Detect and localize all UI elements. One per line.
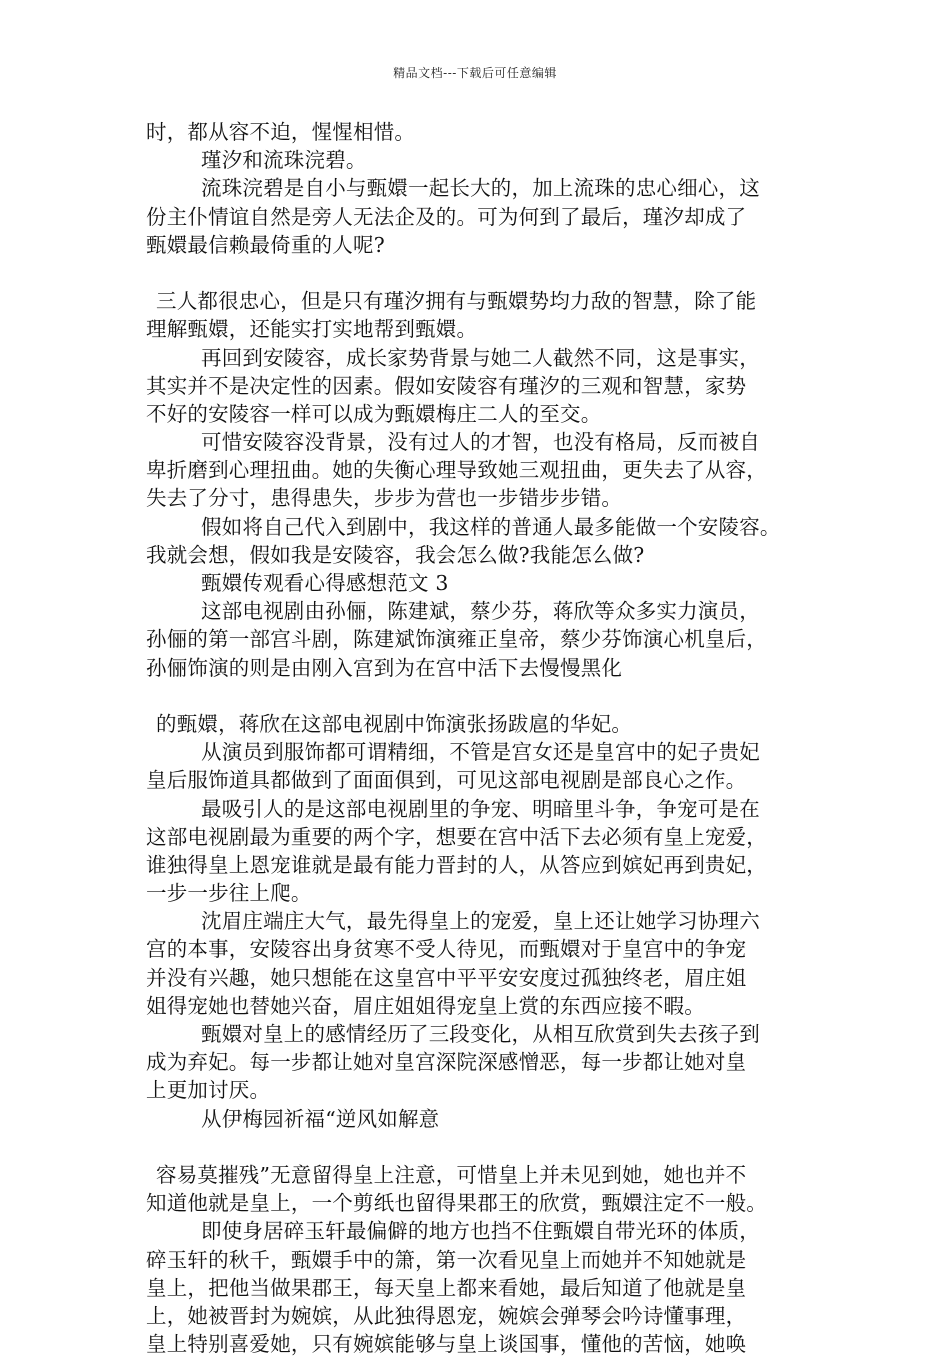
text-line: 瑾汐和流珠浣碧。 xyxy=(201,148,367,173)
blank-line xyxy=(146,259,806,287)
text-line: 皇上特别喜爱她，只有婉嫔能够与皇上谈国事，懂他的苦恼，她唤 xyxy=(146,1332,747,1357)
text-line: 理解甄嬛，还能实打实地帮到甄嬛。 xyxy=(146,317,478,342)
blank-line xyxy=(146,682,806,710)
text-line: 失去了分寸，患得患失，步步为营也一步错步步错。 xyxy=(146,486,623,511)
text-line: 的甄嬛，蒋欣在这部电视剧中饰演张扬跋扈的华妃。 xyxy=(156,711,633,736)
text-line: 其实并不是决定性的因素。假如安陵容有瑾汐的三观和智慧，家势 xyxy=(146,373,747,398)
text-line: 三人都很忠心，但是只有瑾汐拥有与甄嬛势均力敌的智慧，除了能 xyxy=(156,289,757,314)
text-line: 并没有兴趣，她只想能在这皇宫中平平安安度过孤独终老，眉庄姐 xyxy=(146,965,747,990)
text-line: 碎玉轩的秋千，甄嬛手中的箫，第一次看见皇上而她并不知她就是 xyxy=(146,1247,747,1272)
text-line: 谁独得皇上恩宠谁就是最有能力晋封的人，从答应到嫔妃再到贵妃， xyxy=(146,852,767,877)
text-line: 最吸引人的是这部电视剧里的争宠、明暗里斗争，争宠可是在 xyxy=(201,796,760,821)
text-line: 甄嬛传观看心得感想范文 3 xyxy=(201,571,449,595)
text-line: 成为弃妃。每一步都让她对皇宫深院深感憎恶，每一步都让她对皇 xyxy=(146,1050,747,1075)
text-line: 卑折磨到心理扭曲。她的失衡心理导致她三观扭曲，更失去了从容， xyxy=(146,458,767,483)
text-line: 皇上，把他当做果郡王，每天皇上都来看她，最后知道了他就是皇 xyxy=(146,1275,747,1300)
text-line: 份主仆情谊自然是旁人无法企及的。可为何到了最后，瑾汐却成了 xyxy=(146,204,747,229)
text-line: 上，她被晋封为婉嫔，从此独得恩宠，婉嫔会弹琴会吟诗懂事理， xyxy=(146,1303,747,1328)
text-line: 不好的安陵容一样可以成为甄嬛梅庄二人的至交。 xyxy=(146,401,602,426)
text-line: 上更加讨厌。 xyxy=(146,1078,271,1103)
text-line: 皇后服饰道具都做到了面面俱到，可见这部电视剧是部良心之作。 xyxy=(146,768,747,793)
page-header: 精品文档---下载后可任意编辑 xyxy=(393,66,557,80)
text-line: 姐得宠她也替她兴奋，眉庄姐姐得宠皇上赏的东西应接不暇。 xyxy=(146,993,705,1018)
text-line: 容易莫摧残”无意留得皇上注意，可惜皇上并未见到她，她也并不 xyxy=(156,1162,747,1187)
text-line: 一步一步往上爬。 xyxy=(146,881,312,906)
text-line: 这部电视剧由孙俪，陈建斌，蔡少芬，蒋欣等众多实力演员， xyxy=(201,599,760,624)
text-line: 可惜安陵容没背景，没有过人的才智，也没有格局，反而被自 xyxy=(201,430,760,455)
body-text xyxy=(146,118,806,1358)
text-line: 宫的本事，安陵容出身贫寒不受人待见，而甄嬛对于皇宫中的争宠 xyxy=(146,937,747,962)
text-line: 假如将自己代入到剧中，我这样的普通人最多能做一个安陵容。 xyxy=(201,514,781,539)
text-line: 孙俪饰演的则是由刚入宫到为在宫中活下去慢慢黑化 xyxy=(146,655,623,680)
text-line: 从演员到服饰都可谓精细，不管是宫女还是皇宫中的妃子贵妃 xyxy=(201,740,760,765)
blank-line xyxy=(146,1133,806,1161)
text-line: 流珠浣碧是自小与甄嬛一起长大的，加上流珠的忠心细心，这 xyxy=(201,176,760,201)
text-line: 甄嬛最信赖最倚重的人呢? xyxy=(146,232,385,257)
text-line: 我就会想，假如我是安陵容，我会怎么做?我能怎么做? xyxy=(146,542,645,567)
text-line: 时，都从容不迫，惺惺相惜。 xyxy=(146,120,416,144)
text-line: 甄嬛对皇上的感情经历了三段变化，从相互欣赏到失去孩子到 xyxy=(201,1022,760,1046)
text-line: 再回到安陵容，成长家势背景与她二人截然不同，这是事实， xyxy=(201,345,760,370)
text-line: 这部电视剧最为重要的两个字，想要在宫中活下去必须有皇上宠爱， xyxy=(146,824,767,849)
text-line: 从伊梅园祈福“逆风如解意 xyxy=(201,1106,440,1131)
text-line: 知道他就是皇上，一个剪纸也留得果郡王的欣赏，甄嬛注定不一般。 xyxy=(146,1191,767,1216)
text-line: 沈眉庄端庄大气，最先得皇上的宠爱，皇上还让她学习协理六 xyxy=(201,909,760,934)
text-line: 孙俪的第一部宫斗剧，陈建斌饰演雍正皇帝，蔡少芬饰演心机皇后， xyxy=(146,627,767,652)
text-line: 即使身居碎玉轩最偏僻的地方也挡不住甄嬛自带光环的体质， xyxy=(201,1219,760,1244)
